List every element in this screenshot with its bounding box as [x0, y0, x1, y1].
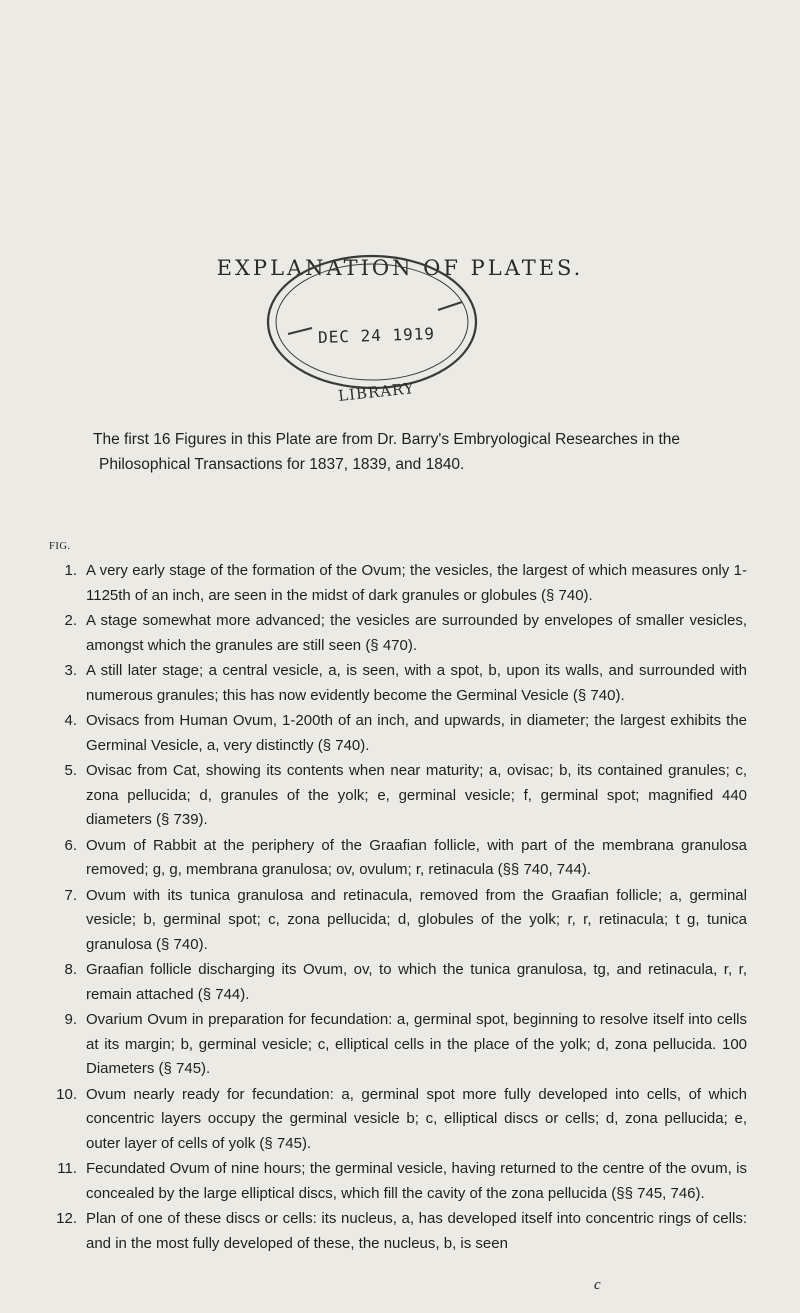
figure-entry [47, 659, 747, 708]
figure-number: 7. [64, 886, 77, 904]
figure-description: Graafian follicle discharging its Ovum, ov, to which the tunica granulosa, tg, and retinacula, r, r, remain attached (§ 744). [86, 961, 747, 1003]
fig-label: FIG. [49, 541, 71, 552]
figure-description: A still later stage; a central vesicle, a, is seen, with a spot, b, upon its walls, and surrounded with numerous granules; this has now evidently become the Germinal Vesicle (§ 740). [86, 662, 747, 704]
figure-description: Ovum with its tunica granulosa and retinacula, removed from the Graafian follicle; a, germinal vesicle; b, germinal spot; c, zona pellucida; d, globules of the yolk; r, r, retinacula; t g, tunica granulosa (§ 740). [86, 886, 747, 953]
figure-number: 6. [64, 836, 77, 854]
figure-number: 5. [64, 762, 77, 779]
figure-description: Plan of one of these discs or cells: its nucleus, a, has developed itself into concentric rings of cells: and in the most fully developed of these, the nucleus, b, is seen [86, 1210, 747, 1252]
figure-description: A very early stage of the formation of the Ovum; the vesicles, the largest of which measures only 1-1125th of an inch, are seen in the midst of dark granules or globules (§ 740). [86, 562, 747, 604]
figure-description: A stage somewhat more advanced; the vesicles are surrounded by envelopes of smaller vesicles, amongst which the granules are still seen (§ 470). [86, 612, 747, 654]
figure-number: 3. [64, 662, 77, 679]
stamp-library: LIBRARY [337, 379, 416, 405]
figure-entry [47, 559, 747, 608]
figure-entry [47, 958, 747, 1007]
figure-entry [47, 759, 747, 833]
figure-entry [47, 1008, 747, 1082]
figure-number: 12. [56, 1210, 77, 1227]
stamp-date: DEC 24 1919 [317, 323, 436, 348]
figure-entry [47, 1157, 747, 1206]
figure-entry [47, 609, 747, 658]
figure-entry [47, 709, 747, 758]
intro-line: The first 16 Figures in this Plate are from Dr. Barry's Embryological Researches in the [93, 431, 681, 448]
figure-number: 9. [64, 1011, 77, 1028]
figure-number: 2. [64, 612, 77, 629]
figure-entry [47, 1207, 747, 1256]
figure-description: Fecundated Ovum of nine hours; the germinal vesicle, having returned to the centre of the ovum, is concealed by the large elliptical discs, which fill the cavity of the zona pellucida (§§ 745, 746). [86, 1160, 747, 1202]
figure-entry [47, 884, 747, 958]
figure-number: 1. [64, 562, 77, 579]
figure-number: 8. [64, 961, 77, 978]
page-heading: EXPLANATION OF PLATES. [216, 256, 584, 280]
figure-description: Ovum of Rabbit at the periphery of the Graafian follicle, with part of the membrana granulosa removed; g, g, membrana granulosa; ov, ovulum; r, retinacula (§§ 740, 744). [86, 836, 747, 878]
figure-description: Ovisacs from Human Ovum, 1-200th of an inch, and upwards, in diameter; the largest exhibits the Germinal Vesicle, a, very distinctly (§ 740). [86, 712, 747, 754]
figure-number: 10. [56, 1085, 77, 1103]
figure-description: Ovisac from Cat, showing its contents when near maturity; a, ovisac; b, its contained granules; c, zona pellucida; d, granules of the yolk; e, germinal vesicle; f, germinal spot; magnified 440 diameters (§ 739). [86, 762, 747, 828]
figure-description: Ovarium Ovum in preparation for fecundation: a, germinal spot, beginning to resolve itself into cells at its margin; b, germinal vesicle; c, elliptical cells in the place of the yolk; d, zona pellucida. 100 Diameters (§ 745). [86, 1011, 747, 1077]
figure-description: Ovum nearly ready for fecundation: a, germinal spot more fully developed into cells, of which concentric layers occupy the germinal vesicle b; c, elliptical discs or cells; d, zona pellucida; e, outer layer of cells of yolk (§ 745). [86, 1085, 747, 1152]
figure-list [47, 559, 747, 1257]
figure-entry [47, 1083, 747, 1157]
figure-number: 11. [57, 1160, 77, 1177]
intro-line: Philosophical Transactions for 1837, 1839, and 1840. [99, 456, 465, 473]
intro-paragraph [93, 427, 733, 477]
figure-entry [47, 834, 747, 883]
figure-number: 4. [64, 712, 77, 729]
catchword: c [594, 1277, 601, 1293]
